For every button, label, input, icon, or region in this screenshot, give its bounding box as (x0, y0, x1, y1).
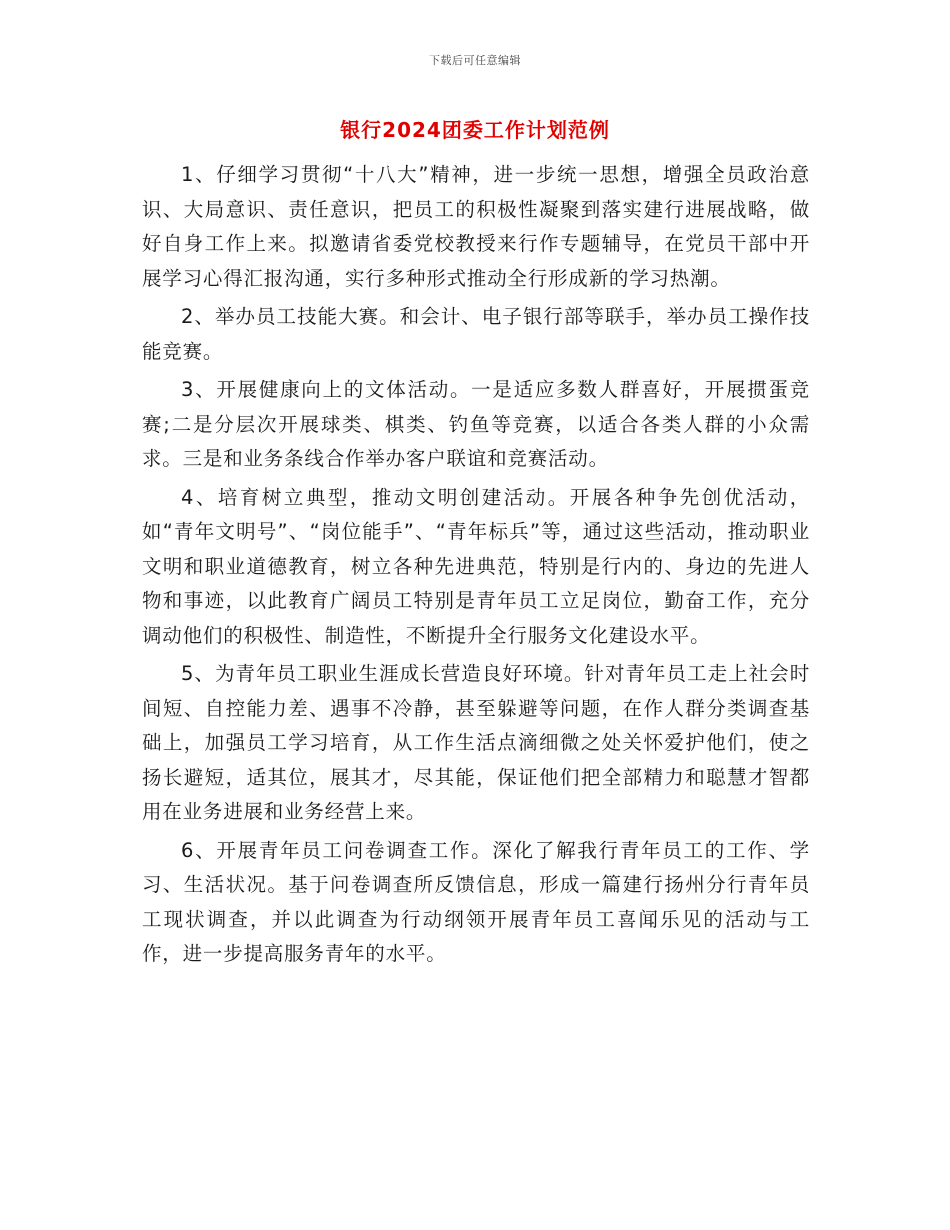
paragraph-6: 6、开展青年员工问卷调查工作。深化了解我行青年员工的工作、学习、生活状况。基于问卷调查所反馈信息，形成一篇建行扬州分行青年员工现状调查，并以此调查为行动纲领开展青年员工喜闻乐见的活动与工作，进一步提高服务青年的水平。 (142, 838, 810, 965)
paragraph-1: 1、仔细学习贯彻“十八大”精神，进一步统一思想，增强全员政治意识、大局意识、责任意识，把员工的积极性凝聚到落实建行进展战略，做好自身工作上来。拟邀请省委党校教授来行作专题辅导，在党员干部中开展学习心得汇报沟通，实行多种形式推动全行形成新的学习热潮。 (142, 163, 810, 290)
document-title: 银行2024团委工作计划范例 (340, 118, 610, 142)
paragraph-4: 4、培育树立典型，推动文明创建活动。开展各种争先创优活动，如“青年文明号”、“岗位能手”、“青年标兵”等，通过这些活动，推动职业文明和职业道德教育，树立各种先进典范，特别是行内的、身边的先进人物和事迹，以此教育广阔员工特别是青年员工立足岗位，勤奋工作，充分调动他们的积极性、制造性，不断提升全行服务文化建设水平。 (142, 485, 810, 647)
document-body (142, 158, 810, 976)
paragraph-5: 5、为青年员工职业生涯成长营造良好环境。针对青年员工走上社会时间短、自控能力差、遇事不冷静，甚至躲避等问题，在作人群分类调查基础上，加强员工学习培育，从工作生活点滴细微之处关怀爱护他们，使之扬长避短，适其位，展其才，尽其能，保证他们把全部精力和聪慧才智都用在业务进展和业务经营上来。 (142, 662, 810, 823)
paragraph-2: 2、举办员工技能大赛。和会计、电子银行部等联手，举办员工操作技能竞赛。 (142, 305, 810, 363)
page-header-note: 下载后可任意编辑 (429, 54, 521, 67)
paragraph-3: 3、开展健康向上的文体活动。一是适应多数人群喜好，开展掼蛋竞赛;二是分层次开展球类、棋类、钓鱼等竞赛，以适合各类人群的小众需求。三是和业务条线合作举办客户联谊和竞赛活动。 (142, 378, 810, 470)
